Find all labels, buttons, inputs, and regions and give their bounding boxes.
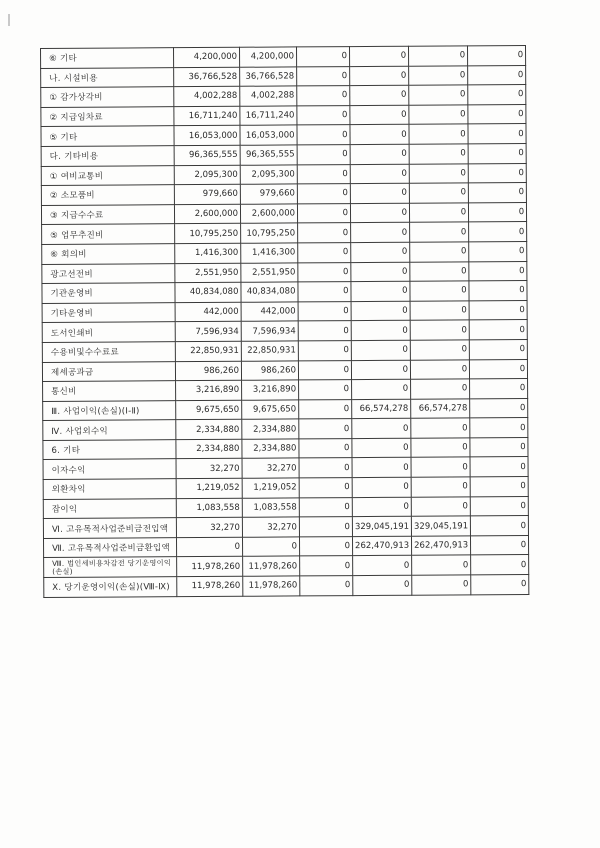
amount-cell: 0: [468, 144, 526, 164]
amount-cell: 0: [298, 301, 351, 321]
amount-cell: 2,600,000: [240, 204, 297, 224]
amount-cell: 0: [468, 104, 526, 124]
amount-cell: 0: [351, 242, 410, 262]
amount-cell: 986,260: [241, 360, 298, 380]
amount-cell: 40,834,080: [241, 282, 298, 302]
amount-cell: 0: [299, 536, 352, 556]
amount-cell: 66,574,278: [411, 399, 470, 419]
amount-cell: 11,978,260: [243, 576, 300, 596]
amount-cell: 0: [409, 105, 468, 125]
table-body: [41, 46, 529, 598]
row-label: ② 지급임차료: [41, 106, 174, 126]
row-label: ⑤ 기타: [41, 126, 174, 146]
row-label: 이자수익: [43, 459, 176, 479]
amount-cell: 0: [471, 555, 529, 575]
amount-cell: 0: [411, 477, 470, 497]
amount-cell: 4,002,288: [240, 86, 297, 106]
amount-cell: 0: [410, 261, 469, 281]
amount-cell: 2,334,880: [242, 419, 299, 439]
row-label: Ⅵ. 고유목적사업준비금전입액: [43, 518, 176, 538]
amount-cell: 0: [471, 575, 529, 595]
amount-cell: 0: [469, 241, 527, 261]
amount-cell: 0: [471, 535, 529, 555]
amount-cell: 0: [352, 477, 411, 497]
row-label: 6. 기타: [43, 440, 176, 460]
amount-cell: 16,711,240: [174, 106, 240, 126]
amount-cell: 979,660: [174, 184, 240, 204]
amount-cell: 0: [299, 438, 352, 458]
row-label: ① 여비교통비: [41, 165, 174, 185]
amount-cell: 2,095,300: [174, 165, 240, 185]
amount-cell: 11,978,260: [177, 557, 243, 577]
amount-cell: 4,002,288: [174, 86, 240, 106]
amount-cell: 0: [297, 145, 350, 165]
row-label: ② 소모품비: [41, 185, 174, 205]
amount-cell: 1,083,558: [242, 498, 299, 518]
amount-cell: 2,334,880: [242, 439, 299, 459]
amount-cell: 0: [410, 301, 469, 321]
amount-cell: 32,270: [176, 518, 242, 538]
amount-cell: 0: [297, 184, 350, 204]
amount-cell: 0: [353, 556, 412, 576]
amount-cell: 0: [351, 281, 410, 301]
amount-cell: 32,270: [242, 517, 299, 537]
row-label: 통신비: [43, 381, 176, 401]
amount-cell: 0: [297, 86, 350, 106]
amount-cell: 0: [469, 300, 527, 320]
amount-cell: 0: [470, 457, 528, 477]
amount-cell: 0: [470, 477, 528, 497]
amount-cell: 0: [469, 202, 527, 222]
amount-cell: 0: [353, 575, 412, 595]
amount-cell: 2,334,880: [176, 439, 242, 459]
amount-cell: 0: [350, 85, 409, 105]
amount-cell: 0: [468, 124, 526, 144]
amount-cell: 7,596,934: [175, 322, 241, 342]
scan-mark: [8, 14, 10, 26]
amount-cell: 0: [352, 379, 411, 399]
amount-cell: 96,365,555: [174, 145, 240, 165]
amount-cell: 0: [299, 517, 352, 537]
amount-cell: 0: [298, 243, 351, 263]
amount-cell: 0: [299, 478, 352, 498]
amount-cell: 0: [469, 261, 527, 281]
amount-cell: 0: [410, 359, 469, 379]
amount-cell: 0: [297, 203, 350, 223]
amount-cell: 0: [299, 399, 352, 419]
row-label: 기타운영비: [42, 302, 175, 322]
row-label: 기관운영비: [42, 283, 175, 303]
amount-cell: 66,574,278: [352, 399, 411, 419]
table-row: [44, 575, 529, 598]
amount-cell: 0: [409, 85, 468, 105]
amount-cell: 2,551,950: [175, 263, 241, 283]
amount-cell: 0: [469, 222, 527, 242]
amount-cell: 0: [470, 496, 528, 516]
amount-cell: 979,660: [240, 184, 297, 204]
amount-cell: 0: [299, 380, 352, 400]
amount-cell: 0: [350, 66, 409, 86]
row-label: 잡이익: [43, 498, 176, 518]
amount-cell: 0: [409, 124, 468, 144]
amount-cell: 0: [410, 281, 469, 301]
amount-cell: 2,600,000: [174, 204, 240, 224]
amount-cell: 7,596,934: [241, 321, 298, 341]
amount-cell: 0: [351, 360, 410, 380]
amount-cell: 10,795,250: [175, 224, 241, 244]
amount-cell: 3,216,890: [176, 380, 242, 400]
row-label: ⑥ 기타: [41, 48, 174, 68]
amount-cell: 0: [412, 575, 471, 595]
amount-cell: 0: [351, 340, 410, 360]
amount-cell: 0: [297, 164, 350, 184]
amount-cell: 0: [298, 262, 351, 282]
amount-cell: 4,200,000: [239, 47, 296, 67]
row-label: 외환차익: [43, 479, 176, 499]
row-label: Ⅳ. 사업외수익: [43, 420, 176, 440]
amount-cell: 0: [410, 320, 469, 340]
amount-cell: 4,200,000: [174, 47, 240, 67]
amount-cell: 0: [412, 555, 471, 575]
amount-cell: 2,095,300: [240, 164, 297, 184]
amount-cell: 11,978,260: [243, 556, 300, 576]
amount-cell: 0: [296, 47, 349, 67]
amount-cell: 0: [350, 164, 409, 184]
amount-cell: 0: [469, 339, 527, 359]
amount-cell: 0: [470, 379, 528, 399]
amount-cell: 0: [468, 163, 526, 183]
amount-cell: 22,850,931: [175, 341, 241, 361]
row-label: Ⅷ. 법인세비용차감전 당기운영이익(손실): [44, 557, 177, 577]
row-label: ⑥ 회의비: [42, 244, 175, 264]
amount-cell: 0: [470, 398, 528, 418]
amount-cell: 0: [410, 222, 469, 242]
amount-cell: 0: [469, 320, 527, 340]
amount-cell: 0: [468, 183, 526, 203]
row-label: ① 감가상각비: [41, 87, 174, 107]
amount-cell: 36,766,528: [174, 67, 240, 87]
amount-cell: 9,675,650: [176, 400, 242, 420]
amount-cell: 0: [176, 537, 242, 557]
amount-cell: 0: [409, 144, 468, 164]
row-label: Ⅹ. 당기운영이익(손실)(Ⅷ-Ⅸ): [44, 577, 177, 597]
row-label: 도서인쇄비: [42, 322, 175, 342]
row-label: ③ 지급수수료: [41, 204, 174, 224]
amount-cell: 32,270: [242, 458, 299, 478]
amount-cell: 329,045,191: [411, 516, 470, 536]
amount-cell: 0: [411, 457, 470, 477]
amount-cell: 32,270: [176, 459, 242, 479]
amount-cell: 0: [350, 203, 409, 223]
amount-cell: 1,219,052: [176, 478, 242, 498]
amount-cell: 0: [350, 183, 409, 203]
amount-cell: 0: [242, 537, 299, 557]
amount-cell: 0: [471, 516, 529, 536]
amount-cell: 0: [298, 282, 351, 302]
amount-cell: 40,834,080: [175, 282, 241, 302]
amount-cell: 0: [409, 65, 468, 85]
amount-cell: 0: [299, 497, 352, 517]
row-label: Ⅶ. 고유목적사업준비금환입액: [43, 538, 176, 558]
amount-cell: 0: [470, 359, 528, 379]
row-label: 다. 기타비용: [41, 146, 174, 166]
amount-cell: 0: [351, 262, 410, 282]
amount-cell: 16,053,000: [240, 125, 297, 145]
amount-cell: 0: [298, 341, 351, 361]
amount-cell: 0: [409, 163, 468, 183]
amount-cell: 10,795,250: [241, 223, 298, 243]
amount-cell: 0: [350, 144, 409, 164]
amount-cell: 0: [299, 419, 352, 439]
row-label: 수용비및수수료료: [42, 342, 175, 362]
amount-cell: 0: [349, 46, 408, 66]
amount-cell: 0: [352, 438, 411, 458]
amount-cell: 0: [411, 438, 470, 458]
amount-cell: 96,365,555: [240, 145, 297, 165]
amount-cell: 0: [297, 66, 350, 86]
amount-cell: 442,000: [175, 302, 241, 322]
amount-cell: 9,675,650: [242, 400, 299, 420]
amount-cell: 0: [410, 203, 469, 223]
amount-cell: 0: [299, 458, 352, 478]
row-label: 제세공과금: [42, 361, 175, 381]
amount-cell: 11,978,260: [177, 576, 243, 596]
amount-cell: 329,045,191: [352, 516, 411, 536]
amount-cell: 16,711,240: [240, 106, 297, 126]
amount-cell: 262,470,913: [352, 536, 411, 556]
income-statement-table: [40, 45, 530, 598]
amount-cell: 0: [409, 183, 468, 203]
amount-cell: 16,053,000: [174, 126, 240, 146]
amount-cell: 0: [468, 46, 526, 66]
row-label: Ⅲ. 사업이익(손실)(Ⅰ-Ⅱ): [43, 400, 176, 420]
amount-cell: 0: [300, 576, 353, 596]
amount-cell: 0: [470, 437, 528, 457]
amount-cell: 0: [410, 340, 469, 360]
amount-cell: 36,766,528: [240, 67, 297, 87]
amount-cell: 0: [468, 85, 526, 105]
row-label: ⑤ 업무추진비: [42, 224, 175, 244]
amount-cell: 1,083,558: [176, 498, 242, 518]
amount-cell: 0: [297, 105, 350, 125]
amount-cell: 0: [350, 125, 409, 145]
amount-cell: 0: [409, 46, 468, 66]
amount-cell: 0: [411, 379, 470, 399]
row-label: 광고선전비: [42, 263, 175, 283]
amount-cell: 0: [298, 223, 351, 243]
amount-cell: 0: [352, 497, 411, 517]
row-label: 나. 시설비용: [41, 67, 174, 87]
amount-cell: 22,850,931: [241, 341, 298, 361]
amount-cell: 0: [470, 418, 528, 438]
amount-cell: 262,470,913: [412, 536, 471, 556]
amount-cell: 0: [411, 497, 470, 517]
amount-cell: 0: [298, 321, 351, 341]
amount-cell: 0: [468, 65, 526, 85]
amount-cell: 0: [352, 419, 411, 439]
amount-cell: 1,416,300: [175, 243, 241, 263]
amount-cell: 0: [351, 223, 410, 243]
amount-cell: 2,334,880: [176, 420, 242, 440]
amount-cell: 3,216,890: [242, 380, 299, 400]
amount-cell: 986,260: [175, 361, 241, 381]
amount-cell: 1,416,300: [241, 243, 298, 263]
amount-cell: 0: [411, 418, 470, 438]
amount-cell: 0: [351, 301, 410, 321]
amount-cell: 0: [350, 105, 409, 125]
amount-cell: 0: [351, 321, 410, 341]
amount-cell: 0: [410, 242, 469, 262]
amount-cell: 0: [297, 125, 350, 145]
amount-cell: 0: [300, 556, 353, 576]
amount-cell: 2,551,950: [241, 262, 298, 282]
amount-cell: 442,000: [241, 302, 298, 322]
amount-cell: 0: [298, 360, 351, 380]
amount-cell: 1,219,052: [242, 478, 299, 498]
amount-cell: 0: [469, 281, 527, 301]
amount-cell: 0: [352, 458, 411, 478]
